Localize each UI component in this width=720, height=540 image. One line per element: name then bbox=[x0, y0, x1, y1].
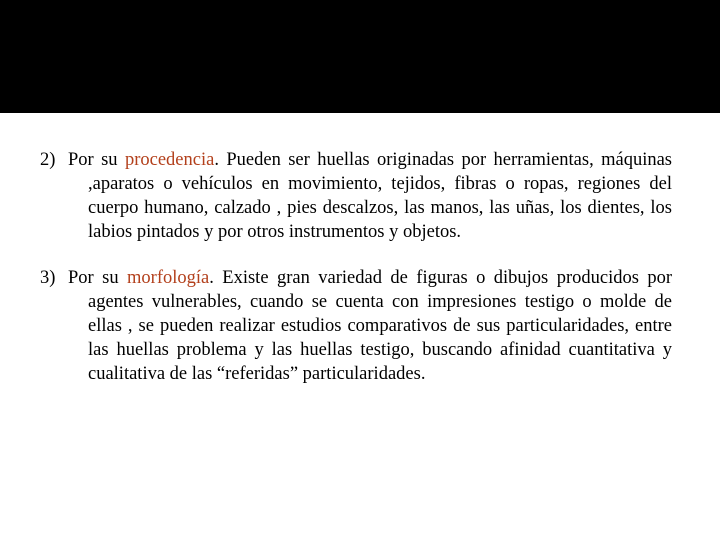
title-band bbox=[0, 0, 720, 113]
keyword-procedencia: procedencia bbox=[124, 150, 215, 170]
list-item-morfologia bbox=[40, 266, 672, 386]
item-rest: . Pueden ser huellas originadas por herramientas, máquinas ,aparatos o vehículos en movimiento, tejidos, fibras o ropas, regiones del cuerpo humano, calzado , pies descalzos, las manos, las uñas, los dientes, los labios pintados y por otros instrumentos y objetos. bbox=[88, 150, 673, 242]
item-text bbox=[68, 148, 672, 244]
item-rest: . Existe gran variedad de figuras o dibujos producidos por agentes vulnerables, cuando se cuenta con impresiones testigo o molde de ellas , se pueden realizar estudios comparativos de sus particularidades, entre las huellas problema y las huellas testigo, buscando afinidad cuantitativa y cualitativa de las “referidas” particularidades. bbox=[88, 268, 673, 384]
item-lead: Por su bbox=[68, 150, 125, 170]
item-text bbox=[68, 266, 672, 386]
item-number: 3) bbox=[40, 268, 56, 288]
item-lead: Por su bbox=[68, 268, 128, 288]
item-number: 2) bbox=[40, 150, 56, 170]
list-item-procedencia bbox=[40, 148, 672, 244]
keyword-morfologia: morfología bbox=[127, 268, 210, 288]
slide-content bbox=[40, 148, 672, 408]
